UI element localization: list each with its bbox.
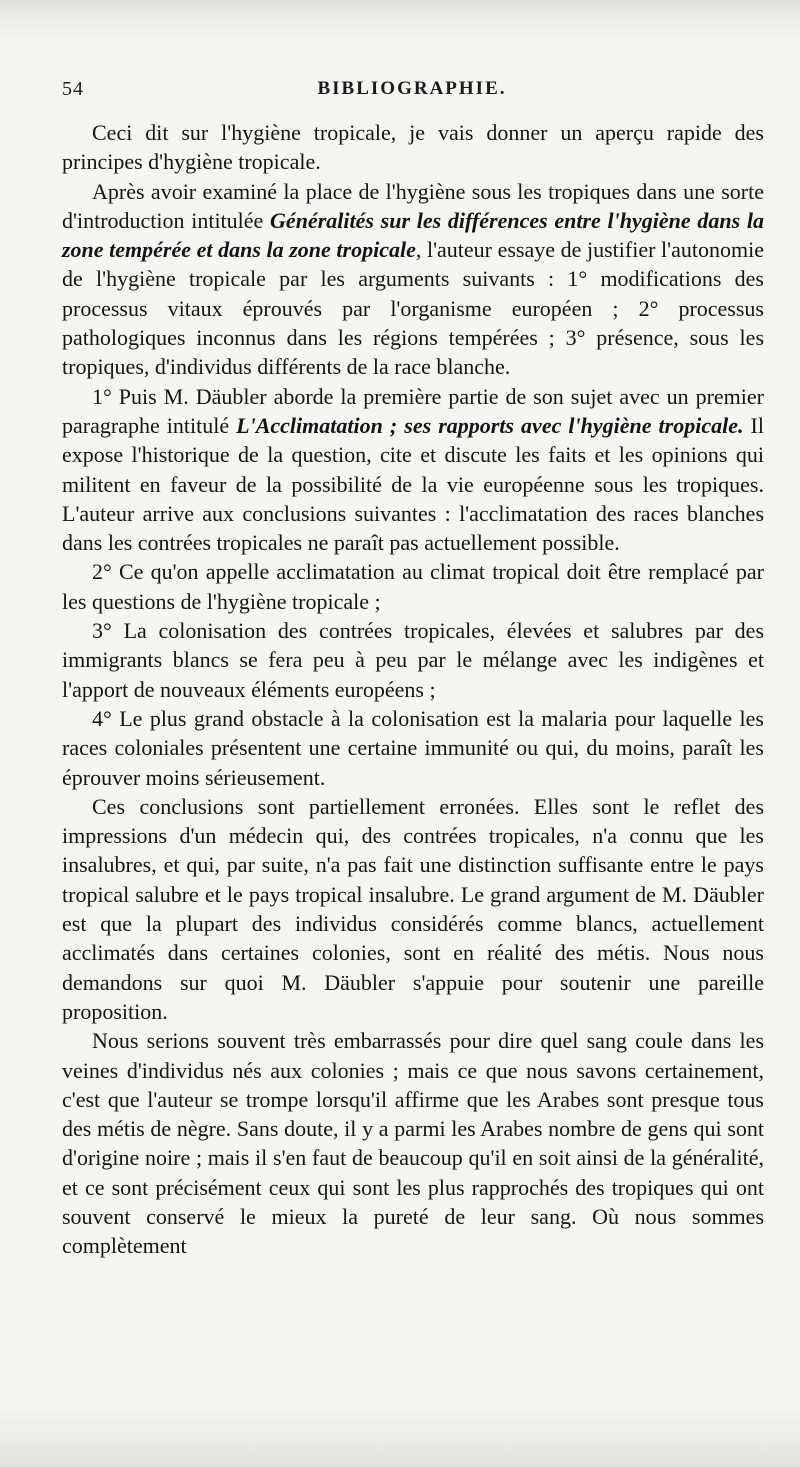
paragraph-text: 1° Puis M. Däubler aborde la première partie de son sujet avec un premier paragraphe intitulé bbox=[62, 383, 764, 438]
paragraph-text: , l'auteur essaye de justifier l'autonomie de l'hygiène tropicale par les arguments suivants : 1° modifications des processus vitaux éprouvés par l'organisme européen ; 2° processus pathologiques inconnus dans les régions tempérées ; 3° présence, sous les tropiques, d'individus différents de la race blanche. bbox=[62, 237, 764, 380]
paragraph-text: Il expose l'historique de la question, cite et discute les faits et les opinions qui militent en faveur de la possibilité de la vie européenne sous les tropiques. L'auteur arrive aux conclusions suivantes : l'acclimatation des races blanches dans les contrées tropicales ne paraît pas actuellement possible. bbox=[62, 412, 764, 556]
paragraph: 2° Ce qu'on appelle acclimatation au climat tropical doit être remplacé par les questions de l'hygiène tropicale ; bbox=[62, 559, 764, 614]
running-head: BIBLIOGRAPHIE. bbox=[317, 78, 507, 99]
paragraph-text: Après avoir examiné la place de l'hygiène sous les tropiques dans une sorte d'introduction intitulée bbox=[62, 178, 764, 233]
paragraph bbox=[62, 382, 764, 558]
paragraph: Ceci dit sur l'hygiène tropicale, je vais donner un aperçu rapide des principes d'hygiène tropicale. bbox=[62, 120, 764, 175]
italic-title: L'Acclimatation ; ses rapports avec l'hygiène tropicale. bbox=[236, 412, 744, 438]
paragraph: 3° La colonisation des contrées tropicales, élevées et salubres par des immigrants blancs se fera peu à peu par le mélange avec les indigènes et l'apport de nouveaux éléments européens ; bbox=[62, 618, 764, 702]
paragraph bbox=[62, 177, 764, 382]
page-number: 54 bbox=[62, 78, 84, 100]
paragraph: Ces conclusions sont partiellement erronées. Elles sont le reflet des impressions d'un médecin qui, des contrées tropicales, n'a connu que les insalubres, et qui, par suite, n'a pas fait une distinction suffisante entre le pays tropical salubre et le pays tropical insalubre. Le grand argument de M. Däubler est que la plupart des individus considérés comme blancs, actuellement acclimatés dans certaines colonies, sont en réalité des métis. Nous nous demandons sur quoi M. Däubler s'appuie pour soutenir une pareille proposition. bbox=[62, 793, 764, 1024]
paragraph: Nous serions souvent très embarrassés pour dire quel sang coule dans les veines d'individus nés aux colonies ; mais ce que nous savons certainement, c'est que l'auteur se trompe lorsqu'il affirme que les Arabes sont presque tous des métis de nègre. Sans doute, il y a parmi les Arabes nombre de gens qui sont d'origine noire ; mais il s'en faut de beaucoup qu'il en soit ainsi de la généralité, et ce sont précisément ceux qui sont les plus rapprochés des tropiques qui ont souvent conservé le mieux la pureté de leur sang. Où nous sommes complètement bbox=[62, 1028, 764, 1259]
page-edge-shading bbox=[0, 1407, 800, 1467]
italic-title: Généralités sur les différences entre l'hygiène dans la zone tempérée et dans la zone tropicale bbox=[62, 207, 764, 263]
page-header bbox=[62, 78, 762, 114]
paragraph: 4° Le plus grand obstacle à la colonisation est la malaria pour laquelle les races coloniales présentent une certaine immunité ou qui, du moins, paraît les éprouver moins sérieusement. bbox=[62, 705, 764, 790]
body-text bbox=[62, 118, 764, 1261]
page-edge-shading bbox=[0, 0, 800, 40]
